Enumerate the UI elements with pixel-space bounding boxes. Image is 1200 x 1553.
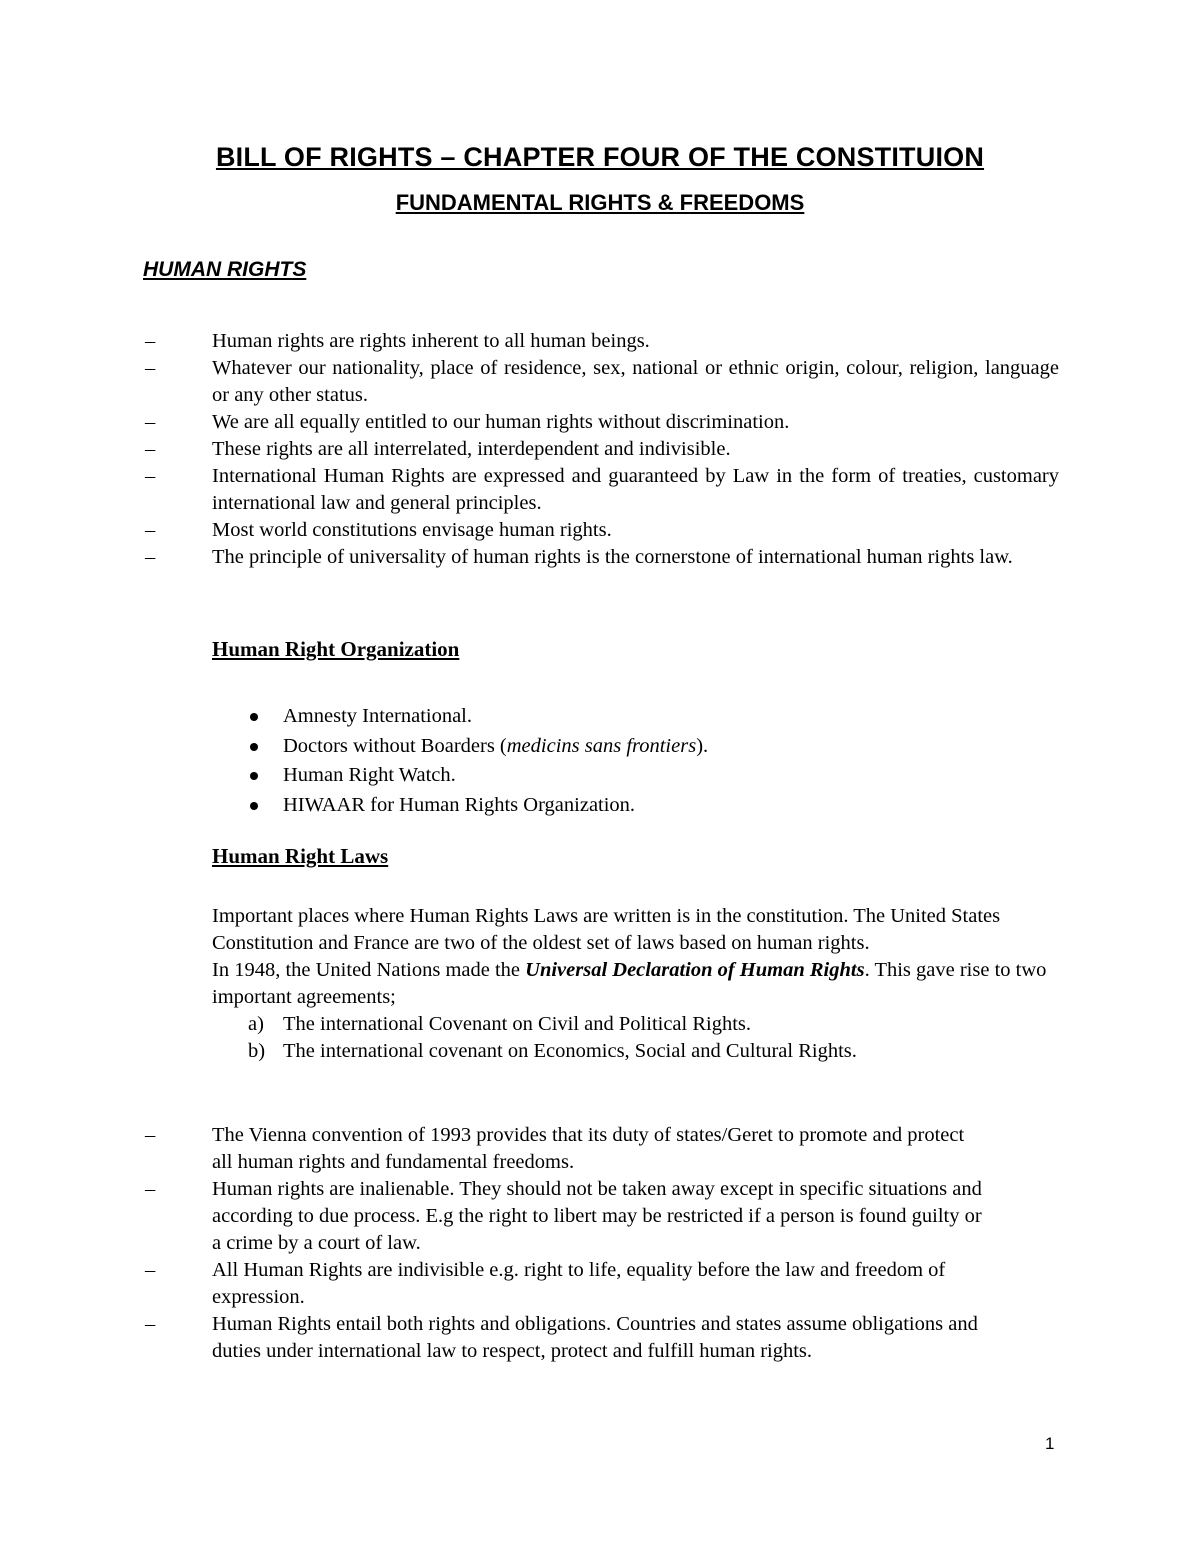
document-title: BILL OF RIGHTS – CHAPTER FOUR OF THE CONSTITUION — [215, 142, 985, 172]
list-item: – Human rights are rights inherent to all human beings. — [143, 328, 1059, 355]
page-number: 1 — [1045, 1434, 1055, 1453]
dash-marker: – — [145, 411, 156, 433]
organization-list — [212, 702, 912, 820]
list-item: b) The international covenant on Economics, Social and Cultural Rights. — [248, 1040, 857, 1062]
laws-paragraph: In 1948, the United Nations made the Universal Declaration of Human Rights. This gave rise to two important agreements; — [212, 959, 1047, 1008]
dash-marker: – — [145, 330, 156, 352]
agreements-list — [212, 1011, 1052, 1065]
list-item: – International Human Rights are expressed and guaranteed by Law in the form of treaties, customary international law and general principles. — [145, 465, 1059, 514]
dash-marker: – — [145, 1124, 156, 1146]
dash-marker: – — [145, 1259, 156, 1281]
list-item: HIWAAR for Human Rights Organization. — [212, 791, 912, 821]
list-item: – These rights are all interrelated, interdependent and indivisible. — [143, 436, 1059, 463]
list-item: – We are all equally entitled to our human rights without discrimination. — [143, 409, 1059, 436]
bullet-icon — [250, 772, 258, 780]
dash-marker: – — [145, 1313, 156, 1335]
dash-marker: – — [145, 519, 156, 541]
dash-marker: – — [145, 357, 156, 379]
declaration-title: Universal Declaration of Human Rights — [525, 959, 865, 981]
laws-points-list — [143, 1122, 988, 1365]
bullet-icon — [250, 713, 258, 721]
list-item: – Human Rights entail both rights and obligations. Countries and states assume obligations and duties under international law to respect, protect and fulfill human rights. — [145, 1313, 978, 1362]
dash-marker: – — [145, 465, 156, 487]
human-rights-heading: HUMAN RIGHTS — [143, 258, 307, 281]
list-item: Doctors without Boarders (medicins sans frontiers). — [212, 732, 912, 762]
list-item: – Whatever our nationality, place of residence, sex, national or ethnic origin, colour, religion, language or any other status. — [145, 357, 1059, 406]
list-item: Human Right Watch. — [212, 761, 912, 791]
list-item: – All Human Rights are indivisible e.g. right to life, equality before the law and freedom of expression. — [145, 1259, 946, 1308]
document-subtitle: FUNDAMENTAL RIGHTS & FREEDOMS — [395, 190, 805, 215]
list-item: Amnesty International. — [212, 702, 912, 732]
laws-heading: Human Right Laws — [212, 844, 389, 868]
human-rights-list — [143, 328, 1059, 571]
bullet-icon — [250, 802, 258, 810]
dash-marker: – — [145, 1178, 156, 1200]
list-item: – The Vienna convention of 1993 provides that its duty of states/Geret to promote and protect all human rights and fundamental freedoms. — [145, 1124, 965, 1173]
laws-paragraph: Important places where Human Rights Laws are written is in the constitution. The United States Constitution and France are two of the oldest set of laws based on human rights. — [212, 905, 1001, 954]
dash-marker: – — [145, 438, 156, 460]
dash-marker: – — [145, 546, 156, 568]
bullet-icon — [250, 743, 258, 751]
list-item: – Human rights are inalienable. They should not be taken away except in specific situations and according to due process. E.g the right to libert may be restricted if a person is found guilty or a crime by a court of law. — [145, 1178, 982, 1254]
laws-body — [212, 903, 1052, 1065]
list-item: – The principle of universality of human rights is the cornerstone of international human rights law. — [143, 544, 1059, 571]
list-item: – Most world constitutions envisage human rights. — [143, 517, 1059, 544]
organization-heading: Human Right Organization — [212, 637, 460, 661]
list-item: a) The international Covenant on Civil and Political Rights. — [248, 1013, 752, 1035]
